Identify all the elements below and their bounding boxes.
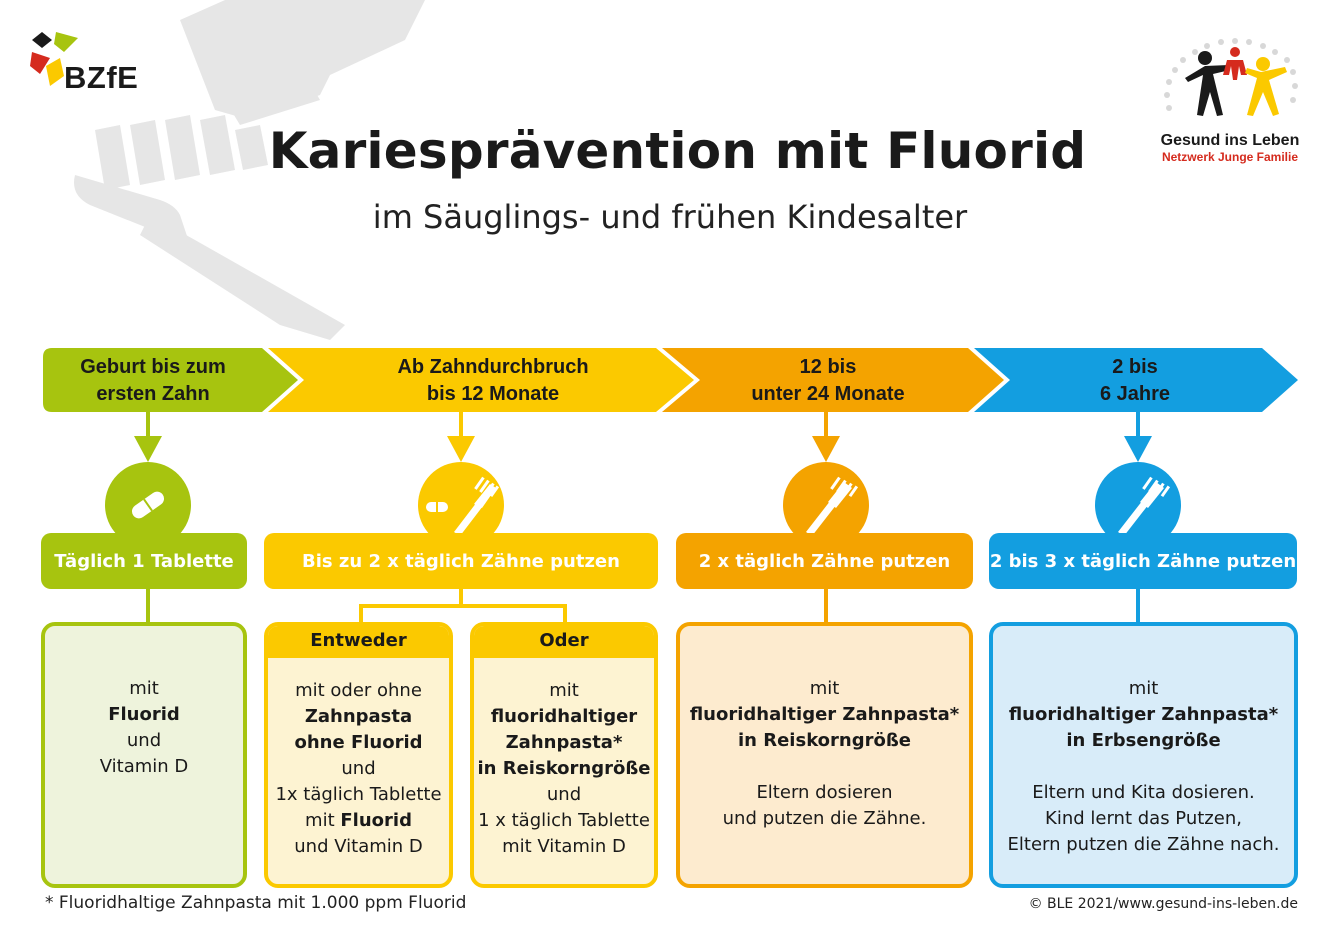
toothbrush-icon — [1108, 474, 1172, 538]
stage-label-1: Geburt bis zum ersten Zahn — [80, 356, 226, 405]
footnote: * Fluoridhaltige Zahnpasta mit 1.000 ppm Fluorid — [45, 893, 467, 913]
detail-box-1 — [41, 622, 247, 888]
down-arrow-2 — [447, 412, 475, 462]
down-arrow-1 — [134, 412, 162, 462]
stage-label-2: Ab Zahndurchbruch bis 12 Monate — [397, 356, 589, 405]
down-arrow-3 — [812, 412, 840, 462]
detail-line: mit oder ohne — [295, 680, 422, 701]
detail-line: mit — [1128, 678, 1159, 699]
page-title: Kariesprävention mit Fluorid — [268, 122, 1087, 180]
detail-line: mit — [809, 678, 840, 699]
detail-line: und — [341, 758, 376, 779]
option-header-entweder: Entweder — [268, 626, 449, 658]
partner-logo-subtitle: Netzwerk Junge Familie — [1161, 150, 1299, 164]
option-box-oder — [470, 622, 658, 888]
detail-line: fluoridhaltiger Zahnpasta* — [1008, 704, 1279, 725]
detail-line: und — [546, 784, 582, 805]
detail-line: Kind lernt das Putzen, — [1045, 808, 1242, 829]
detail-line: 1x täglich Tablette — [275, 784, 442, 805]
detail-line: mit — [549, 680, 579, 701]
bzfe-logo-text: BZfE — [64, 60, 139, 95]
detail-line: in Reiskorngröße — [477, 758, 651, 779]
detail-line: und — [126, 730, 162, 751]
detail-line: in Reiskorngröße — [737, 730, 912, 751]
detail-line: und putzen die Zähne. — [722, 808, 927, 829]
detail-box-3 — [676, 622, 973, 888]
detail-line: und Vitamin D — [294, 836, 423, 857]
detail-line: 1 x täglich Tablette — [478, 810, 650, 831]
tablet-toothbrush-icon — [424, 470, 500, 538]
option-header-oder: Oder — [474, 626, 654, 658]
partner-logo-title: Gesund ins Leben — [1160, 132, 1300, 149]
detail-line: Fluorid — [108, 704, 180, 725]
detail-line: mit Vitamin D — [502, 836, 626, 857]
detail-line: mit — [129, 678, 159, 699]
detail-line: Zahnpasta* — [505, 732, 623, 753]
detail-box-4 — [989, 622, 1298, 888]
stage-label-3: 12 bis unter 24 Monate — [751, 356, 905, 405]
action-pill-2: Bis zu 2 x täglich Zähne putzen — [264, 533, 658, 589]
detail-line: Eltern und Kita dosieren. — [1032, 782, 1255, 803]
detail-line: Vitamin D — [99, 756, 189, 777]
stage-label-4: 2 bis 6 Jahre — [1099, 356, 1171, 405]
detail-line: mit Fluorid — [305, 810, 412, 831]
action-pill-1: Täglich 1 Tablette — [41, 533, 247, 589]
toothbrush-icon — [796, 474, 860, 538]
action-pill-4: 2 bis 3 x täglich Zähne putzen — [989, 533, 1297, 589]
action-pill-3: 2 x täglich Zähne putzen — [676, 533, 973, 589]
down-arrow-4 — [1124, 412, 1152, 462]
tablet-icon — [126, 488, 170, 522]
detail-line: fluoridhaltiger Zahnpasta* — [689, 704, 960, 725]
page-subtitle: im Säuglings- und frühen Kindesalter — [372, 198, 968, 236]
copyright-link[interactable]: © BLE 2021/www.gesund-ins-leben.de — [1028, 896, 1298, 912]
option-box-entweder — [264, 622, 453, 888]
detail-line: Zahnpasta — [304, 706, 413, 727]
detail-line: ohne Fluorid — [294, 732, 423, 753]
detail-line: in Erbsengröße — [1066, 730, 1221, 751]
detail-line: Eltern dosieren — [756, 782, 893, 803]
detail-line: Eltern putzen die Zähne nach. — [1007, 834, 1280, 855]
detail-line: fluoridhaltiger — [490, 706, 638, 727]
